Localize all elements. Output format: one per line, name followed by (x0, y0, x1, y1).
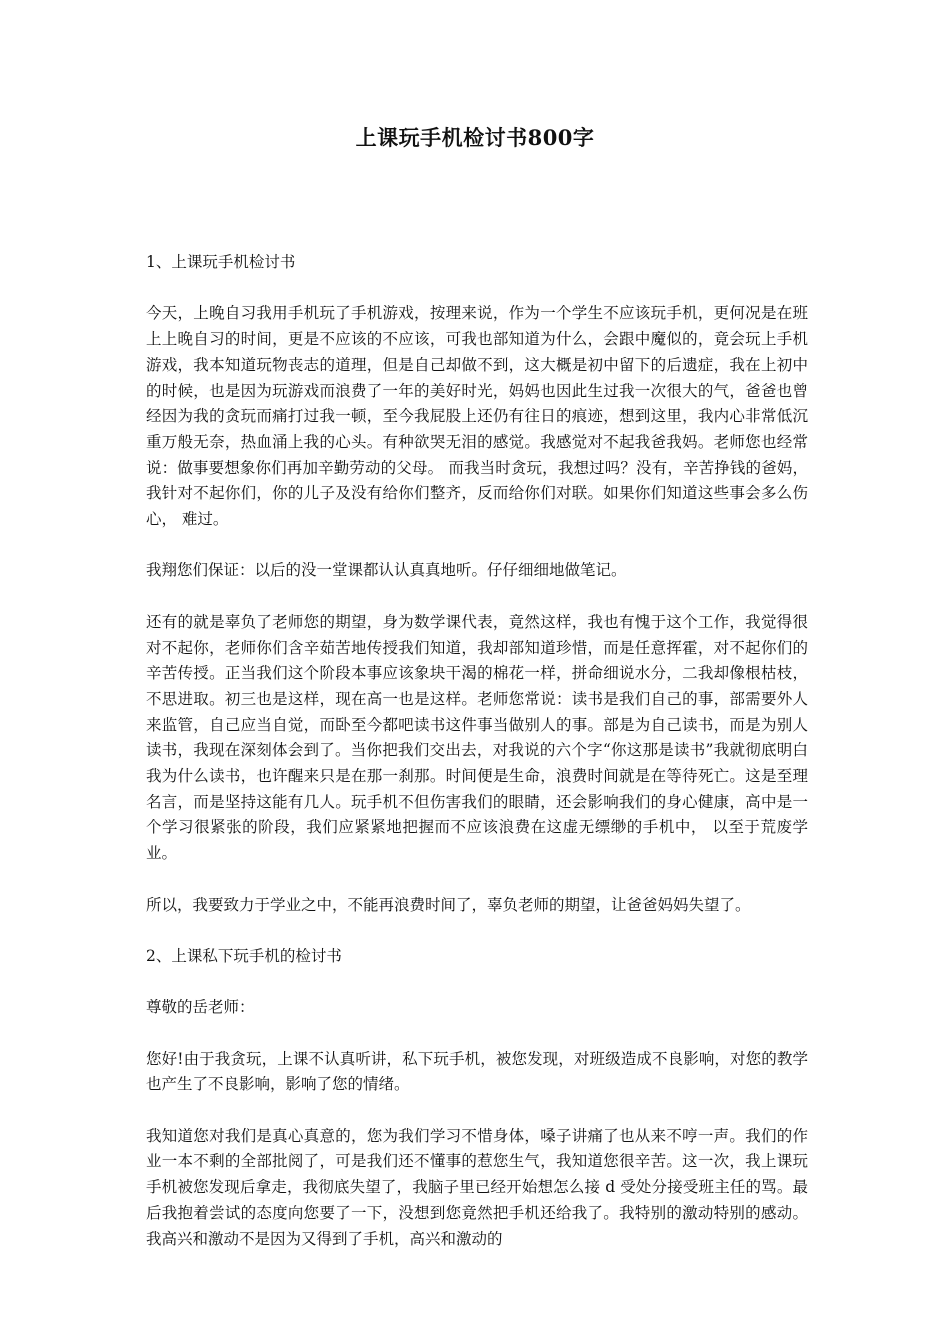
paragraph: 还有的就是辜负了老师您的期望，身为数学课代表，竟然这样，我也有愧于这个工作，我觉得很对不起你，老师你们含辛茹苦地传授我们知道，我却部知道珍惜，而是任意挥霍，对不起你们的辛苦传授。正当我们这个阶段本事应该象块干渴的棉花一样，拼命细说水分，二我却像根枯枝，不思进取。初三也是这样，现在高一也是这样。老师您常说：读书是我们自己的事，部需要外人来监管，自己应当自觉，而卧至今都吧读书这件事当做别人的事。部是为自己读书，而是为别人读书，我现在深刻体会到了。当你把我们交出去，对我说的六个字“你这那是读书”我就彻底明白我为什么读书，也许醒来只是在那一刹那。时间便是生命，浪费时间就是在等待死亡。这是至理名言，而是坚持这能有几人。玩手机不但伤害我们的眼睛，还会影响我们的身心健康，高中是一个学习很紧张的阶段，我们应紧紧地把握而不应该浪费在这虚无缥缈的手机中， 以至于荒废学业。 (146, 612, 808, 863)
document-title: 上课玩手机检讨书800字 (355, 125, 595, 150)
paragraph: 您好!由于我贪玩，上课不认真听讲，私下玩手机，被您发现，对班级造成不良影响，对您的教学也产生了不良影响，影响了您的情绪。 (146, 1049, 808, 1094)
section-heading-1: 1、上课玩手机检讨书 (146, 253, 296, 271)
paragraph: 尊敬的岳老师： (146, 998, 255, 1017)
paragraph: 我翔您们保证：以后的没一堂课都认认真真地听。仔仔细细地做笔记。 (146, 561, 627, 580)
section-heading-2: 2、上课私下玩手机的检讨书 (146, 946, 342, 965)
paragraph: 我知道您对我们是真心真意的，您为我们学习不惜身体，嗓子讲痛了也从来不哼一声。我们的作业一本不剩的全部批阅了，可是我们还不懂事的惹您生气，我知道您很辛苦。这一次，我上课玩手机被您发现后拿走，我彻底失望了，我脑子里已经开始想怎么接 d 受处分接受班主任的骂。最后我抱着尝试的态度向您要了一下，没想到您竟然把手机还给我了。我特别的激动特别的感动。我高兴和激动不是因为又得到了手机，高兴和激动的 (146, 1126, 808, 1248)
paragraph: 今天，上晚自习我用手机玩了手机游戏，按理来说，作为一个学生不应该玩手机，更何况是在班上上晚自习的时间，更是不应该的不应该，可我也部知道为什么，会跟中魔似的，竟会玩上手机游戏，我本知道玩物丧志的道理，但是自己却做不到，这大概是初中留下的后遗症，我在上初中的时候，也是因为玩游戏而浪费了一年的美好时光，妈妈也因此生过我一次很大的气，爸爸也曾经因为我的贪玩而痛打过我一顿，至今我屁股上还仍有往日的痕迹，想到这里，我内心非常低沉重万般无奈，热血涌上我的心头。有种欲哭无泪的感觉。我感觉对不起我爸我妈。老师您也经常说：做事要想象你们再加辛勤劳动的父母。 而我当时贪玩，我想过吗？没有，辛苦挣钱的爸妈，我针对不起你们，你的儿子及没有给你们整齐，反而给你们对联。如果你们知道这些事会多么伤心， 难过。 (146, 304, 808, 529)
paragraph: 所以，我要致力于学业之中，不能再浪费时间了，辜负老师的期望，让爸爸妈妈失望了。 (146, 895, 751, 914)
document-body (146, 250, 808, 1252)
